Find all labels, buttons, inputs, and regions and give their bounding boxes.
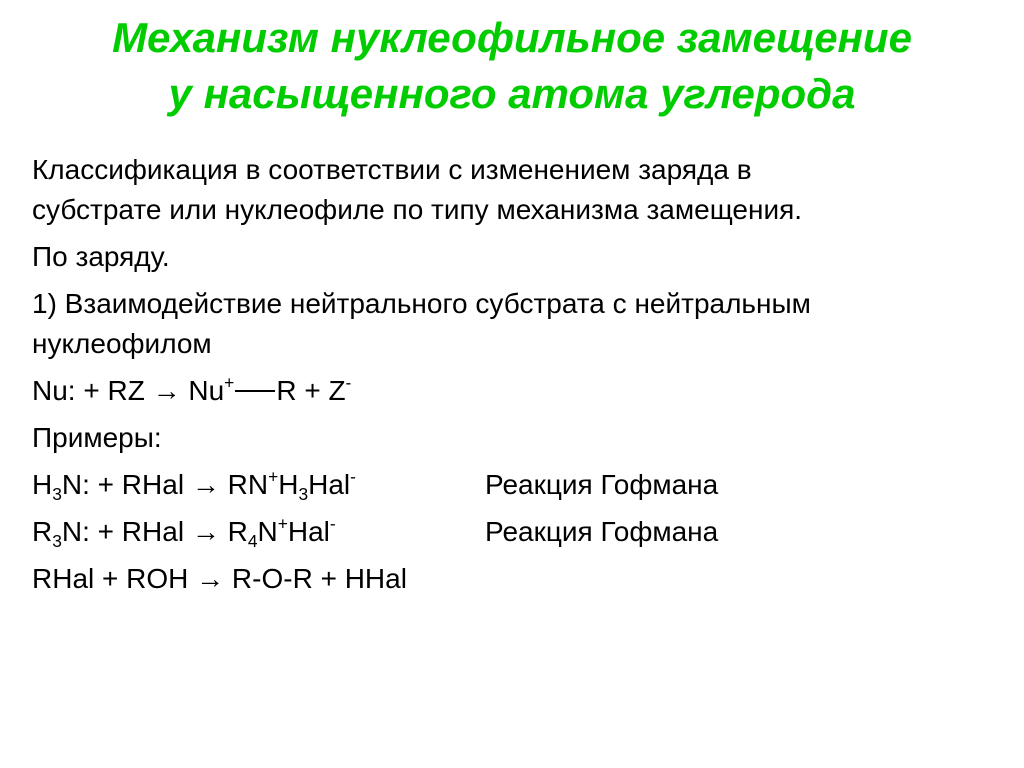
eq-left: Nu: + RZ: [32, 375, 153, 406]
example-2-note: Реакция Гофмана: [485, 516, 719, 547]
example-2-equation: $R_3N$: + RHal → $R_4N^+Hal^-$: [32, 513, 336, 552]
arrow-icon: →: [196, 563, 225, 594]
title-line-1: Механизм нуклеофильное замещение: [112, 14, 912, 61]
example-3: RHal + ROH → R-O-R + HHal: [32, 563, 407, 594]
general-equation: [32, 371, 992, 411]
bond-line: [235, 390, 275, 392]
example-1: [32, 465, 992, 505]
eq-z-charge: -: [345, 372, 352, 393]
arrow-icon: →: [152, 375, 181, 406]
item1-line-1: 1) Взаимодействие нейтрального субстрата с нейтральным: [32, 288, 811, 319]
example-1-equation: $H_3N$: + RHal → $RN^+H_3Hal^-$: [32, 466, 356, 505]
arrow-icon: →: [191, 469, 220, 500]
example-2: [32, 512, 992, 552]
arrow-icon: →: [191, 516, 220, 547]
intro-line-1: Классификация в соответствии с изменением заряда в: [32, 154, 752, 185]
eq-right: R + Z: [276, 375, 346, 406]
eq-nu: Nu: [180, 375, 225, 406]
item1-line-2: нуклеофилом: [32, 328, 212, 359]
slide-body: [32, 150, 992, 599]
slide-title: [0, 10, 1024, 122]
examples-label: Примеры:: [32, 422, 162, 453]
intro-line-2: субстрате или нуклеофиле по типу механизма замещения.: [32, 194, 803, 225]
title-line-2: у насыщенного атома углерода: [168, 70, 856, 117]
by-charge-heading: По заряду.: [32, 241, 170, 272]
example-1-note: Реакция Гофмана: [485, 469, 719, 500]
eq-nu-charge: +: [224, 372, 235, 393]
